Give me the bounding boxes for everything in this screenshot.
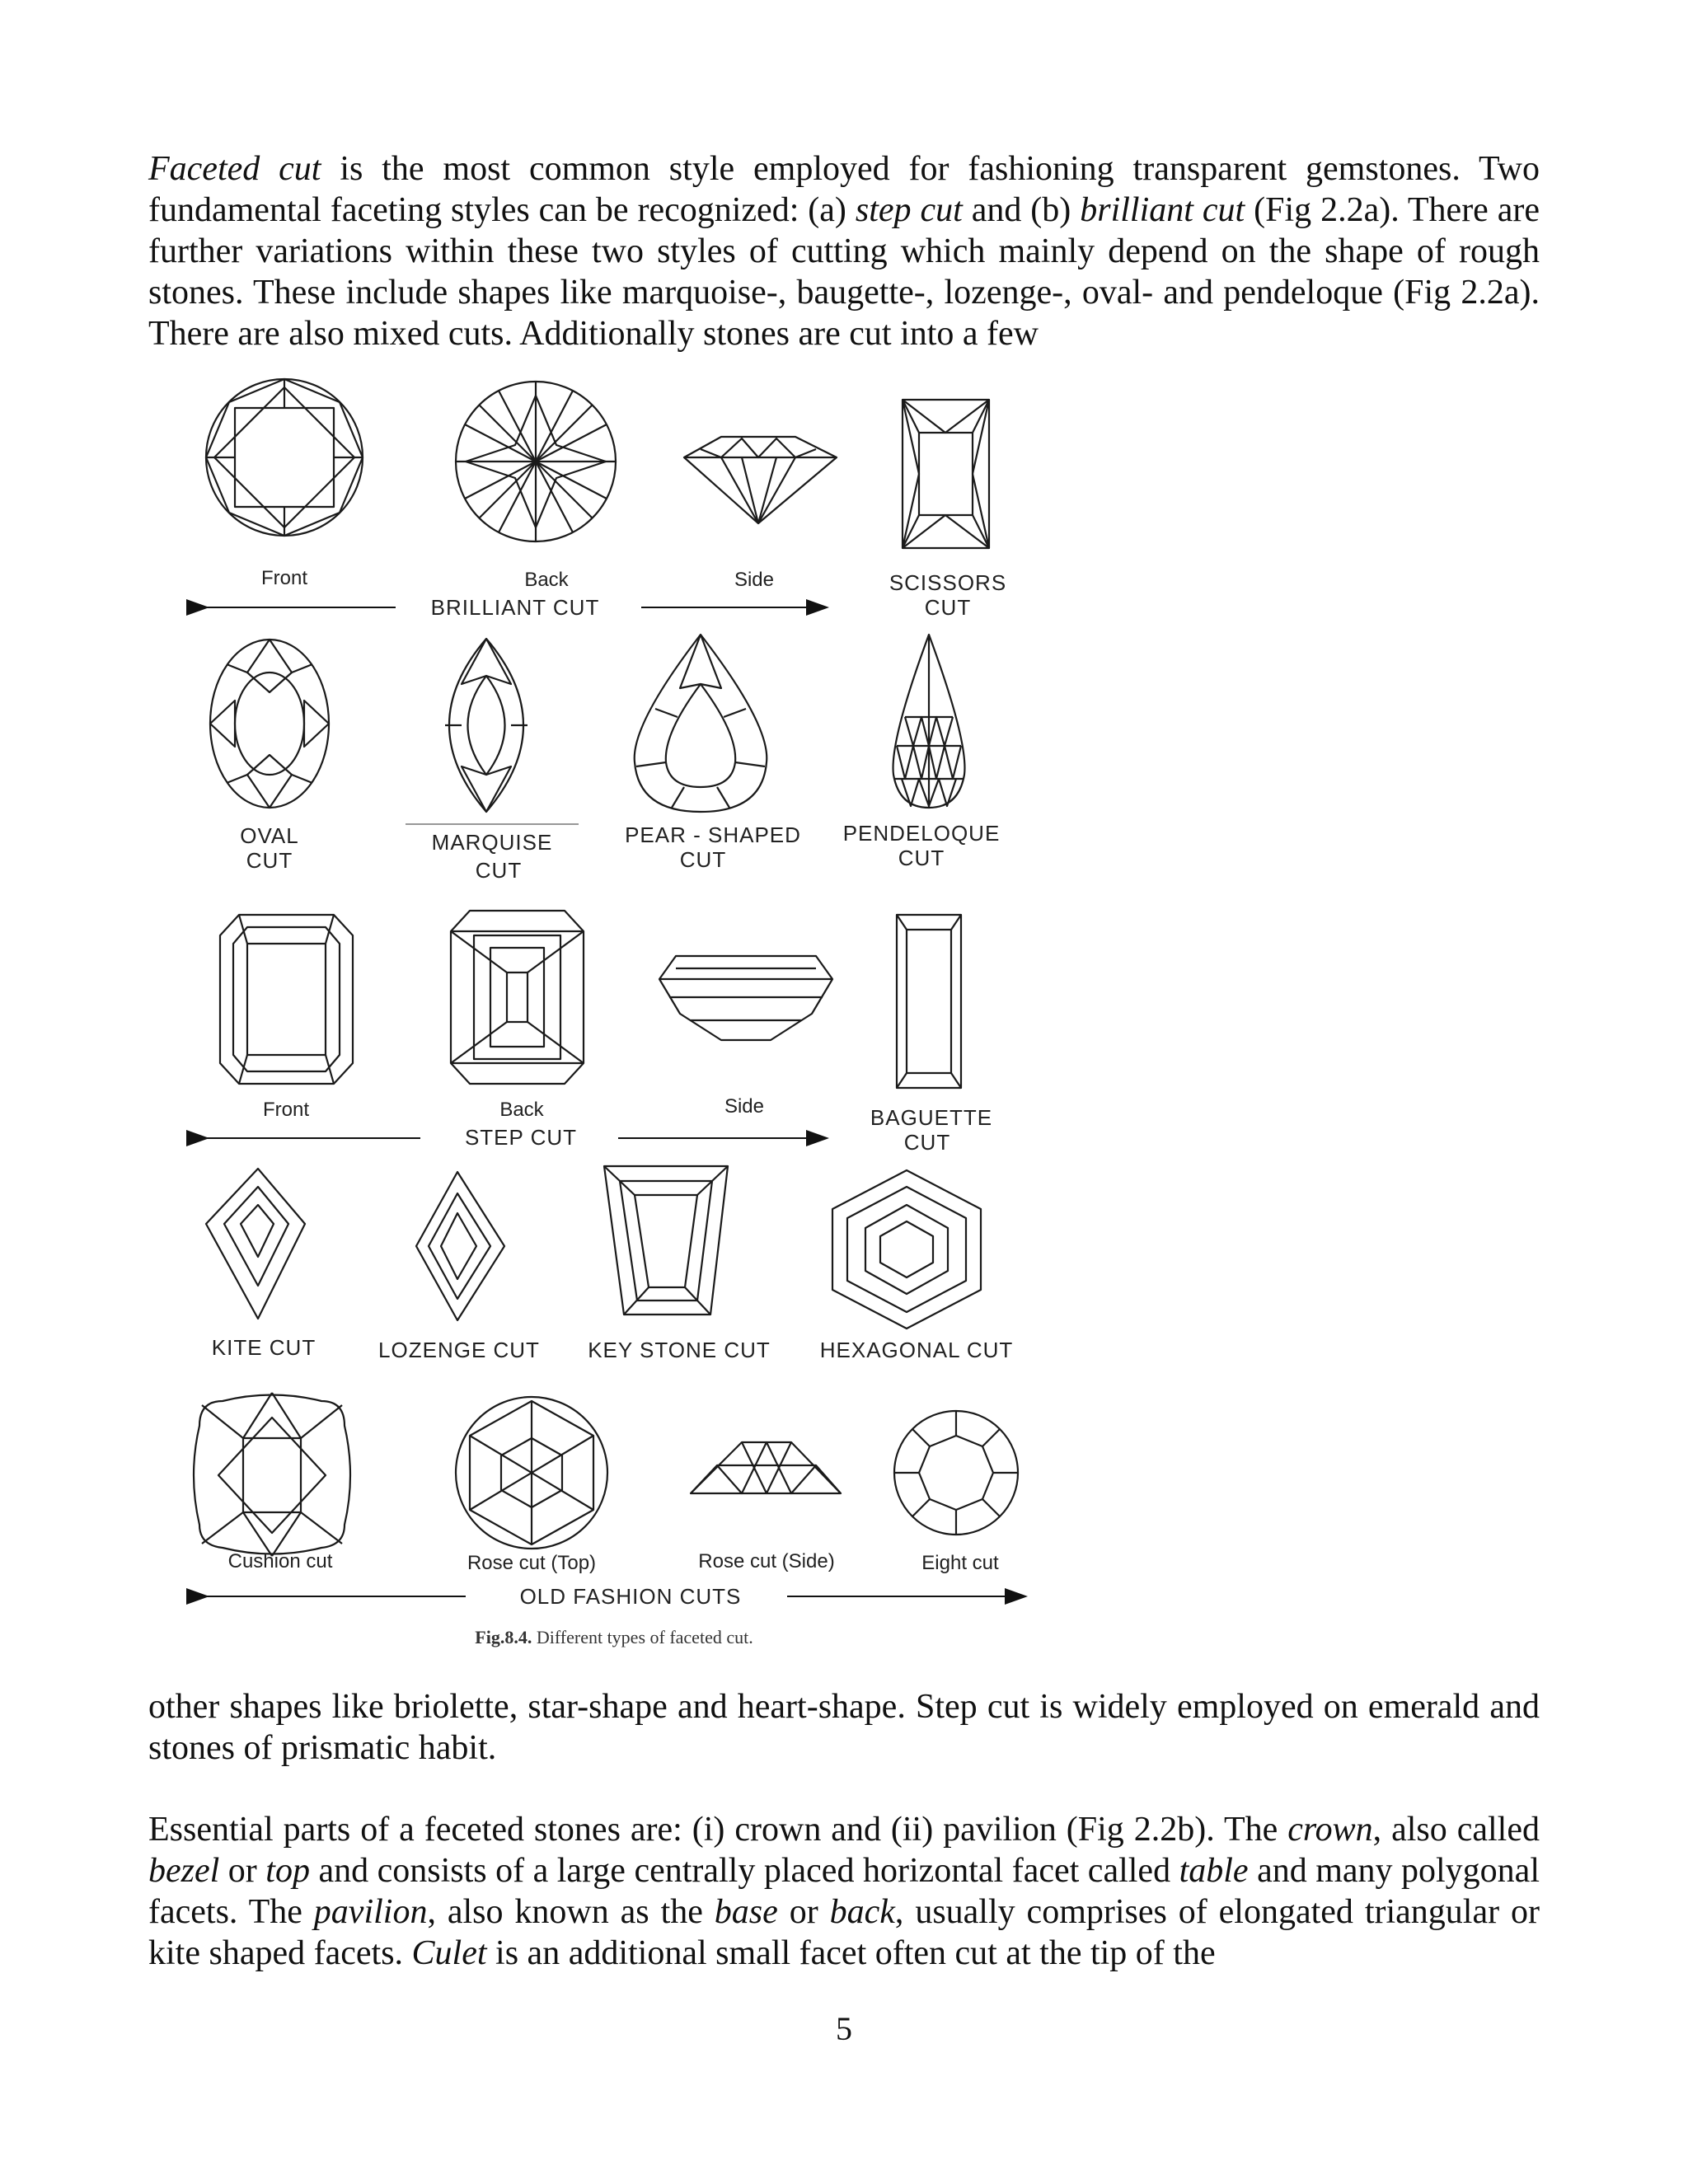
label-scissors-cut: CUT bbox=[924, 595, 972, 620]
label-pear-cut: CUT bbox=[679, 847, 727, 872]
pear-cut-gem bbox=[635, 635, 767, 812]
page-number: 5 bbox=[836, 2010, 852, 2047]
label-pendeloque: PENDELOQUE bbox=[842, 821, 1001, 846]
label-old-fashion-cuts: OLD FASHION CUTS bbox=[519, 1584, 742, 1609]
brilliant-side-gem bbox=[684, 437, 837, 523]
lozenge-cut-gem bbox=[416, 1172, 504, 1320]
baguette-cut-gem bbox=[897, 915, 961, 1088]
hexagonal-cut-gem bbox=[832, 1170, 981, 1329]
label-marquise-cut: CUT bbox=[475, 858, 523, 883]
parts-paragraph: Essential parts of a feceted stones are: (i) crown and (ii) pavilion (Fig 2.2b). The crown, also called bezel or top and consists of a large centrally placed horizontal facet called table and many polygonal facets. The pavilion, also known as the base or back, usually comprises of elongated triangular or kite shaped facets. Culet is an additional small facet often cut at the tip of the bbox=[148, 1811, 1540, 1972]
step-side-gem bbox=[659, 956, 832, 1040]
oval-cut-gem bbox=[210, 640, 329, 808]
label-cushion: Cushion cut bbox=[227, 1550, 333, 1572]
keystone-cut-gem bbox=[604, 1166, 728, 1315]
scissors-cut-gem bbox=[903, 400, 989, 548]
label-step-side: Side bbox=[724, 1095, 765, 1118]
label-side: Side bbox=[734, 569, 775, 591]
label-oval: OVAL bbox=[240, 823, 299, 848]
kite-cut-gem bbox=[206, 1169, 305, 1319]
label-step-back: Back bbox=[499, 1099, 544, 1121]
label-scissors: SCISSORS bbox=[889, 570, 1007, 595]
figure-caption: Fig.8.4. Different types of faceted cut. bbox=[475, 1627, 753, 1647]
rose-top-gem bbox=[456, 1397, 607, 1549]
label-front: Front bbox=[260, 567, 308, 589]
pendeloque-cut-gem bbox=[893, 635, 965, 808]
label-back: Back bbox=[524, 569, 569, 591]
intro-paragraph: Faceted cut is the most common style employed for fashioning transparent gemstones. Two fundamental faceting styles can be recognized: (a) step cut and (b) brilliant cut (Fig 2.2a). There are further variations within these two styles of cutting which mainly depend on the shape of rough stones. These include shapes like marquoise-, baugette-, lozenge-, oval- and pendeloque (Fig 2.2a). There are also mixed cuts. Additionally stones are cut into a few bbox=[148, 150, 1540, 353]
brilliant-back-gem bbox=[456, 382, 616, 541]
label-keystone: KEY STONE CUT bbox=[588, 1338, 771, 1362]
label-baguette-cut: CUT bbox=[903, 1130, 951, 1155]
label-rose-top: Rose cut (Top) bbox=[467, 1552, 597, 1574]
label-kite: KITE CUT bbox=[211, 1335, 316, 1360]
eight-cut-gem bbox=[894, 1411, 1018, 1535]
label-pear: PEAR - SHAPED bbox=[625, 823, 801, 847]
marquise-cut-gem bbox=[445, 639, 528, 812]
rose-side-gem bbox=[691, 1442, 841, 1493]
step-back-gem bbox=[451, 911, 584, 1084]
brilliant-front-gem bbox=[206, 379, 363, 536]
label-oval-cut: CUT bbox=[246, 848, 293, 873]
cushion-cut-gem bbox=[194, 1393, 350, 1556]
step-front-gem bbox=[220, 915, 353, 1084]
label-marquise: MARQUISE bbox=[431, 830, 553, 855]
label-eight: Eight cut bbox=[921, 1552, 999, 1574]
label-baguette: BAGUETTE bbox=[870, 1105, 993, 1130]
label-pendeloque-cut: CUT bbox=[898, 846, 945, 870]
label-step-front: Front bbox=[262, 1099, 310, 1121]
label-brilliant-cut: BRILLIANT CUT bbox=[430, 595, 600, 620]
label-step-cut: STEP CUT bbox=[464, 1125, 578, 1150]
shapes-paragraph: other shapes like briolette, star-shape and heart-shape. Step cut is widely employed on emerald and stones of prismatic habit. bbox=[148, 1688, 1540, 1767]
label-hexagonal: HEXAGONAL CUT bbox=[819, 1338, 1014, 1362]
label-lozenge: LOZENGE CUT bbox=[378, 1338, 540, 1362]
label-rose-side: Rose cut (Side) bbox=[698, 1550, 835, 1572]
